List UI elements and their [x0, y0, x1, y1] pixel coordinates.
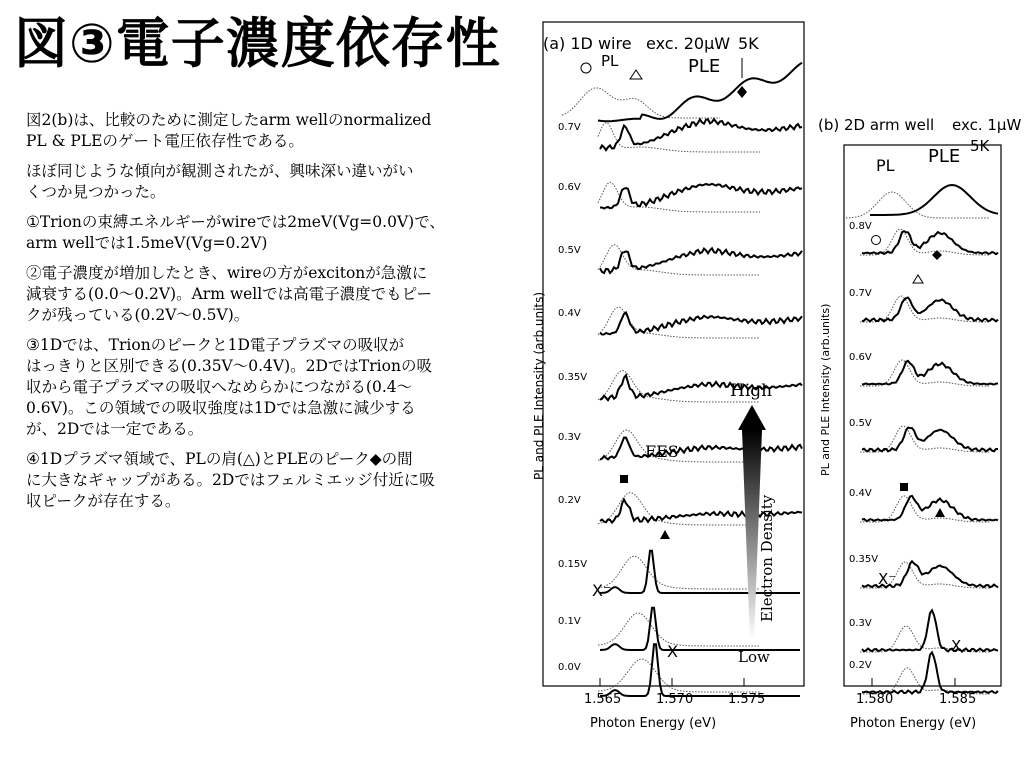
pl-curve: [598, 245, 760, 275]
voltage-label-b: 0.3V: [849, 618, 872, 629]
voltage-label: 0.2V: [558, 495, 581, 506]
ple-curve-b: [862, 298, 998, 322]
voltage-label: 0.4V: [558, 308, 581, 319]
pl-curve-top: [562, 88, 720, 118]
square-marker-b: [900, 483, 908, 491]
density-arrow-head: [738, 405, 766, 430]
voltage-label: 0.1V: [558, 616, 581, 627]
filled-triangle-marker-b: [935, 508, 945, 517]
open-triangle-marker-b: [913, 275, 923, 283]
trion-label-a: X⁻: [592, 581, 612, 600]
x-tick-label-b: 1.585: [939, 692, 977, 707]
diamond-marker: [737, 86, 747, 98]
figure-a-header: (a) 1D wire: [543, 34, 632, 53]
paragraph-line: くつか見つかった。: [26, 183, 166, 201]
paragraph-line: PL & PLEのゲート電圧依存性である。: [26, 132, 304, 150]
ple-curve-b: [862, 361, 998, 385]
paragraph-line: ③1Dでは、Trionのピークと1D電子プラズマの吸収が: [26, 336, 405, 354]
figure-b-ylabel: PL and PLE Intensity (arb.units): [819, 303, 832, 476]
density-label: Electron Density: [758, 494, 776, 622]
density-high-label: High: [730, 381, 773, 401]
fes-label: FES: [645, 442, 679, 461]
ple-curve-b: [862, 496, 998, 521]
exciton-label-b: X: [951, 637, 962, 655]
pl-curve: [598, 556, 760, 589]
x-tick-label-b: 1.580: [856, 692, 894, 707]
voltage-label: 0.15V: [558, 559, 588, 570]
voltage-label: 0.35V: [558, 372, 588, 383]
voltage-label: 0.5V: [558, 245, 581, 256]
figure-b: [818, 116, 1021, 731]
paragraph-line: 0.6V)。この領域での吸収強度は1Dでは急激に減少する: [26, 399, 416, 417]
voltage-label-b: 0.6V: [849, 352, 872, 363]
circle-marker-b: [872, 236, 881, 245]
pl-curve: [598, 613, 760, 646]
ple-curve-b-top: [870, 185, 998, 215]
figure-a: [532, 22, 804, 731]
paragraph-line: arm wellでは1.5meV(Vg=0.2V): [26, 234, 268, 252]
voltage-label-b: 0.2V: [849, 660, 872, 671]
paragraph-line: ①Trionの束縛エネルギーがwireでは2meV(Vg=0.0V)で、: [26, 213, 445, 231]
figure-b-excitation: exc. 1μW: [952, 116, 1022, 134]
figure-b-ple-label: PLE: [928, 146, 961, 167]
voltage-label-b: 0.4V: [849, 488, 872, 499]
pl-curve: [598, 493, 760, 526]
figure-a-temperature: 5K: [738, 34, 759, 53]
voltage-label-b: 0.35V: [849, 554, 879, 565]
figure-a-ple-label: PLE: [688, 56, 721, 77]
voltage-label-b: 0.8V: [849, 221, 872, 232]
voltage-label: 0.3V: [558, 432, 581, 443]
paragraph-line: 図2(b)は、比較のために測定したarm wellのnormalized: [26, 111, 432, 129]
paragraph-line: はっきりと区別できる(0.35V〜0.4V)。2DではTrionの吸: [26, 357, 432, 375]
paragraph-line: が、2Dでは一定である。: [26, 420, 204, 438]
ple-curve: [600, 248, 802, 273]
slide-title: 図③電子濃度依存性: [14, 12, 501, 75]
paragraph-line: クが残っている(0.2V〜0.5V)。: [26, 306, 250, 324]
open-triangle-marker: [630, 70, 642, 79]
density-low-label: Low: [738, 648, 770, 666]
trion-label-b: X⁻: [878, 570, 897, 588]
paragraph-line: 減衰する(0.0〜0.2V)。Arm wellでは高電子濃度でもピー: [26, 285, 433, 303]
paragraph-line: ④1Dプラズマ領域で、PLの肩(△)とPLEのピーク◆の間: [26, 450, 413, 468]
ple-curve-b: [862, 428, 998, 452]
filled-triangle-marker: [660, 530, 670, 539]
voltage-label: 0.7V: [558, 122, 581, 133]
voltage-label-b: 0.7V: [849, 288, 872, 299]
figure-a-pl-label: PL: [601, 52, 619, 70]
voltage-label-b: 0.5V: [849, 418, 872, 429]
ple-curve: [600, 184, 802, 209]
ple-curve: [600, 119, 802, 150]
ple-curve-b: [862, 231, 998, 254]
paragraph-line: 収ピークが存在する。: [26, 492, 181, 510]
pl-curve: [598, 182, 760, 212]
circle-marker: [581, 63, 591, 73]
voltage-label: 0.6V: [558, 182, 581, 193]
square-marker: [620, 475, 628, 483]
figure-b-xlabel: Photon Energy (eV): [850, 716, 977, 731]
figure-b-pl-label: PL: [876, 156, 895, 175]
paragraph-line: に大きなギャップがある。2Dではフェルミエッジ付近に吸: [26, 471, 435, 489]
figure-a-ylabel: PL and PLE Intensity (arb.units): [532, 291, 546, 480]
x-tick-label: 1.565: [584, 692, 622, 707]
ple-curve: [600, 644, 800, 696]
ple-curve: [600, 438, 802, 460]
ple-curve-b: [862, 610, 998, 651]
ple-curve: [600, 313, 802, 335]
pl-curve: [598, 430, 760, 462]
exciton-label-a: X: [667, 642, 678, 661]
x-tick-label: 1.570: [656, 692, 694, 707]
figure-a-excitation: exc. 20μW: [646, 34, 731, 53]
figure-b-temperature: 5K: [970, 137, 990, 155]
paragraph-line: 収から電子プラズマの吸収へなめらかにつながる(0.4〜: [26, 378, 413, 396]
figure-b-header: (b) 2D arm well: [818, 116, 935, 134]
pl-curve: [598, 659, 760, 692]
voltage-label: 0.0V: [558, 662, 581, 673]
paragraph-line: ほぼ同じような傾向が観測されたが、興味深い違いがい: [26, 162, 414, 180]
x-tick-label: 1.575: [728, 692, 766, 707]
ple-curve-b: [862, 652, 998, 693]
paragraph-line: ②電子濃度が増加したとき、wireの方がexcitonが急激に: [26, 264, 428, 282]
figure-a-xlabel: Photon Energy (eV): [590, 716, 717, 731]
